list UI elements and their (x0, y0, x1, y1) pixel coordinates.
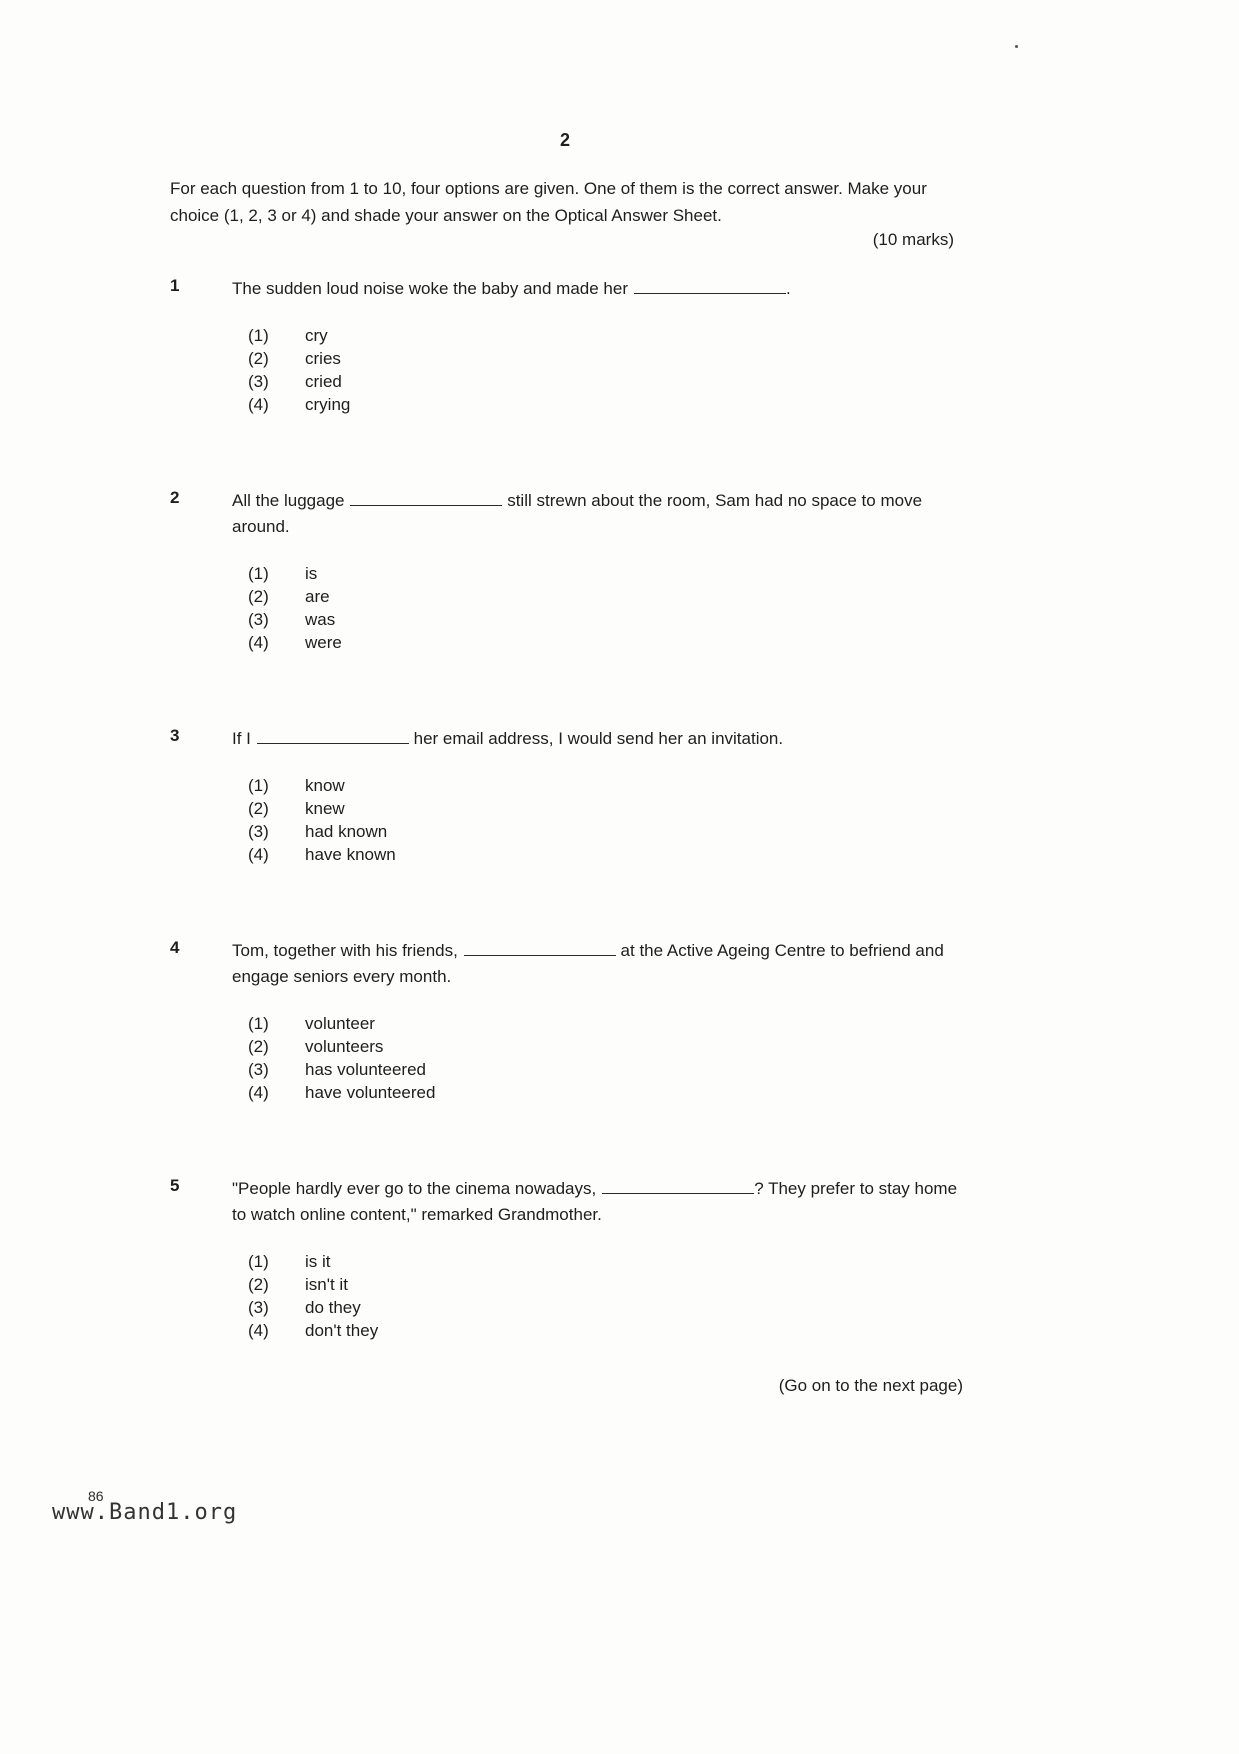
footnote-number: 86 (88, 1488, 104, 1504)
page-number: 2 (559, 130, 570, 150)
question-text (232, 276, 960, 302)
answer-blank (464, 940, 616, 956)
option-label: (1) (248, 776, 269, 795)
option-text: cry (305, 326, 328, 345)
option-row (248, 1319, 960, 1342)
option-row (248, 324, 960, 347)
options-list (232, 1250, 960, 1342)
question-body (232, 726, 960, 866)
question-text (232, 726, 960, 752)
option-row (248, 608, 960, 631)
option-row (248, 797, 960, 820)
option-label: (4) (248, 395, 269, 414)
option-row (248, 562, 960, 585)
option-label: (1) (248, 1252, 269, 1271)
option-row (248, 631, 960, 654)
option-text: isn't it (305, 1275, 348, 1294)
option-label: (4) (248, 633, 269, 652)
options-list (232, 562, 960, 654)
option-label: (2) (248, 799, 269, 818)
option-label: (2) (248, 1037, 269, 1056)
option-row (248, 1250, 960, 1273)
question-text-before: The sudden loud noise woke the baby and made her (232, 279, 628, 298)
question-3 (170, 726, 960, 866)
question-body (232, 488, 960, 654)
marks-label: (10 marks) (872, 230, 954, 249)
answer-blank (350, 490, 502, 506)
question-text-after: . (786, 279, 791, 298)
option-label: (1) (248, 564, 269, 583)
options-list (232, 324, 960, 416)
option-label: (1) (248, 326, 269, 345)
options-list (232, 774, 960, 866)
option-row (248, 1296, 960, 1319)
option-text: crying (305, 395, 351, 414)
option-text: knew (305, 799, 345, 818)
option-text: had known (305, 822, 388, 841)
option-text: have known (305, 845, 396, 864)
option-label: (3) (248, 372, 269, 391)
option-row (248, 843, 960, 866)
question-2 (170, 488, 960, 654)
question-4 (170, 938, 960, 1104)
answer-blank (602, 1178, 754, 1194)
options-list (232, 1012, 960, 1104)
question-number: 2 (170, 488, 180, 507)
option-row (248, 1058, 960, 1081)
option-row (248, 820, 960, 843)
question-text-after: still strewn about the room, Sam had no space to move around. (232, 491, 923, 536)
question-text-before: All the luggage (232, 491, 345, 510)
option-text: cried (305, 372, 342, 391)
option-row (248, 1012, 960, 1035)
question-body (232, 938, 960, 1104)
option-row (248, 585, 960, 608)
scan-artifact-dot (1015, 45, 1018, 48)
option-text: volunteer (305, 1014, 375, 1033)
option-label: (3) (248, 822, 269, 841)
question-number: 1 (170, 276, 180, 295)
question-body (232, 1176, 960, 1342)
question-text-after: ? They prefer to stay home to watch online content," remarked Grandmother. (232, 1179, 958, 1224)
option-label: (3) (248, 1060, 269, 1079)
question-number: 5 (170, 1176, 180, 1195)
option-text: has volunteered (305, 1060, 426, 1079)
option-text: have volunteered (305, 1083, 436, 1102)
continuation-note: (Go on to the next page) (778, 1376, 963, 1395)
question-text-after: her email address, I would send her an invitation. (408, 729, 784, 748)
section-instructions: For each question from 1 to 10, four options are given. One of them is the correct answer. Make your choice (1, 2, 3 or 4) and shade your answer on the Optical Answer Sheet. (170, 179, 927, 225)
question-body (232, 276, 960, 416)
question-5 (170, 1176, 960, 1342)
option-label: (4) (248, 845, 269, 864)
option-row (248, 774, 960, 797)
answer-blank (634, 278, 786, 294)
page-content (170, 130, 960, 1342)
question-1 (170, 276, 960, 416)
option-label: (1) (248, 1014, 269, 1033)
question-text-after: at the Active Ageing Centre to befriend and engage seniors every month. (232, 941, 944, 986)
question-text (232, 488, 960, 540)
option-text: volunteers (305, 1037, 384, 1056)
question-number: 4 (170, 938, 180, 957)
question-text-before: Tom, together with his friends, (232, 941, 458, 960)
option-text: is (305, 564, 318, 583)
option-label: (2) (248, 587, 269, 606)
option-text: know (305, 776, 345, 795)
option-label: (2) (248, 349, 269, 368)
option-text: were (305, 633, 342, 652)
watermark: www.Band1.org (52, 1500, 238, 1525)
option-label: (2) (248, 1275, 269, 1294)
question-text-before: If I (232, 729, 251, 748)
option-row (248, 347, 960, 370)
option-text: is it (305, 1252, 331, 1271)
option-text: don't they (305, 1321, 379, 1340)
question-number: 3 (170, 726, 180, 745)
option-text: do they (305, 1298, 361, 1317)
option-row (248, 1035, 960, 1058)
question-text-before: "People hardly ever go to the cinema nowadays, (232, 1179, 597, 1198)
option-row (248, 393, 960, 416)
answer-blank (257, 728, 409, 744)
option-text: was (305, 610, 336, 629)
option-text: cries (305, 349, 341, 368)
question-text (232, 1176, 960, 1228)
option-row (248, 1081, 960, 1104)
option-row (248, 1273, 960, 1296)
question-text (232, 938, 960, 990)
option-label: (3) (248, 1298, 269, 1317)
option-row (248, 370, 960, 393)
option-text: are (305, 587, 330, 606)
option-label: (3) (248, 610, 269, 629)
option-label: (4) (248, 1083, 269, 1102)
option-label: (4) (248, 1321, 269, 1340)
